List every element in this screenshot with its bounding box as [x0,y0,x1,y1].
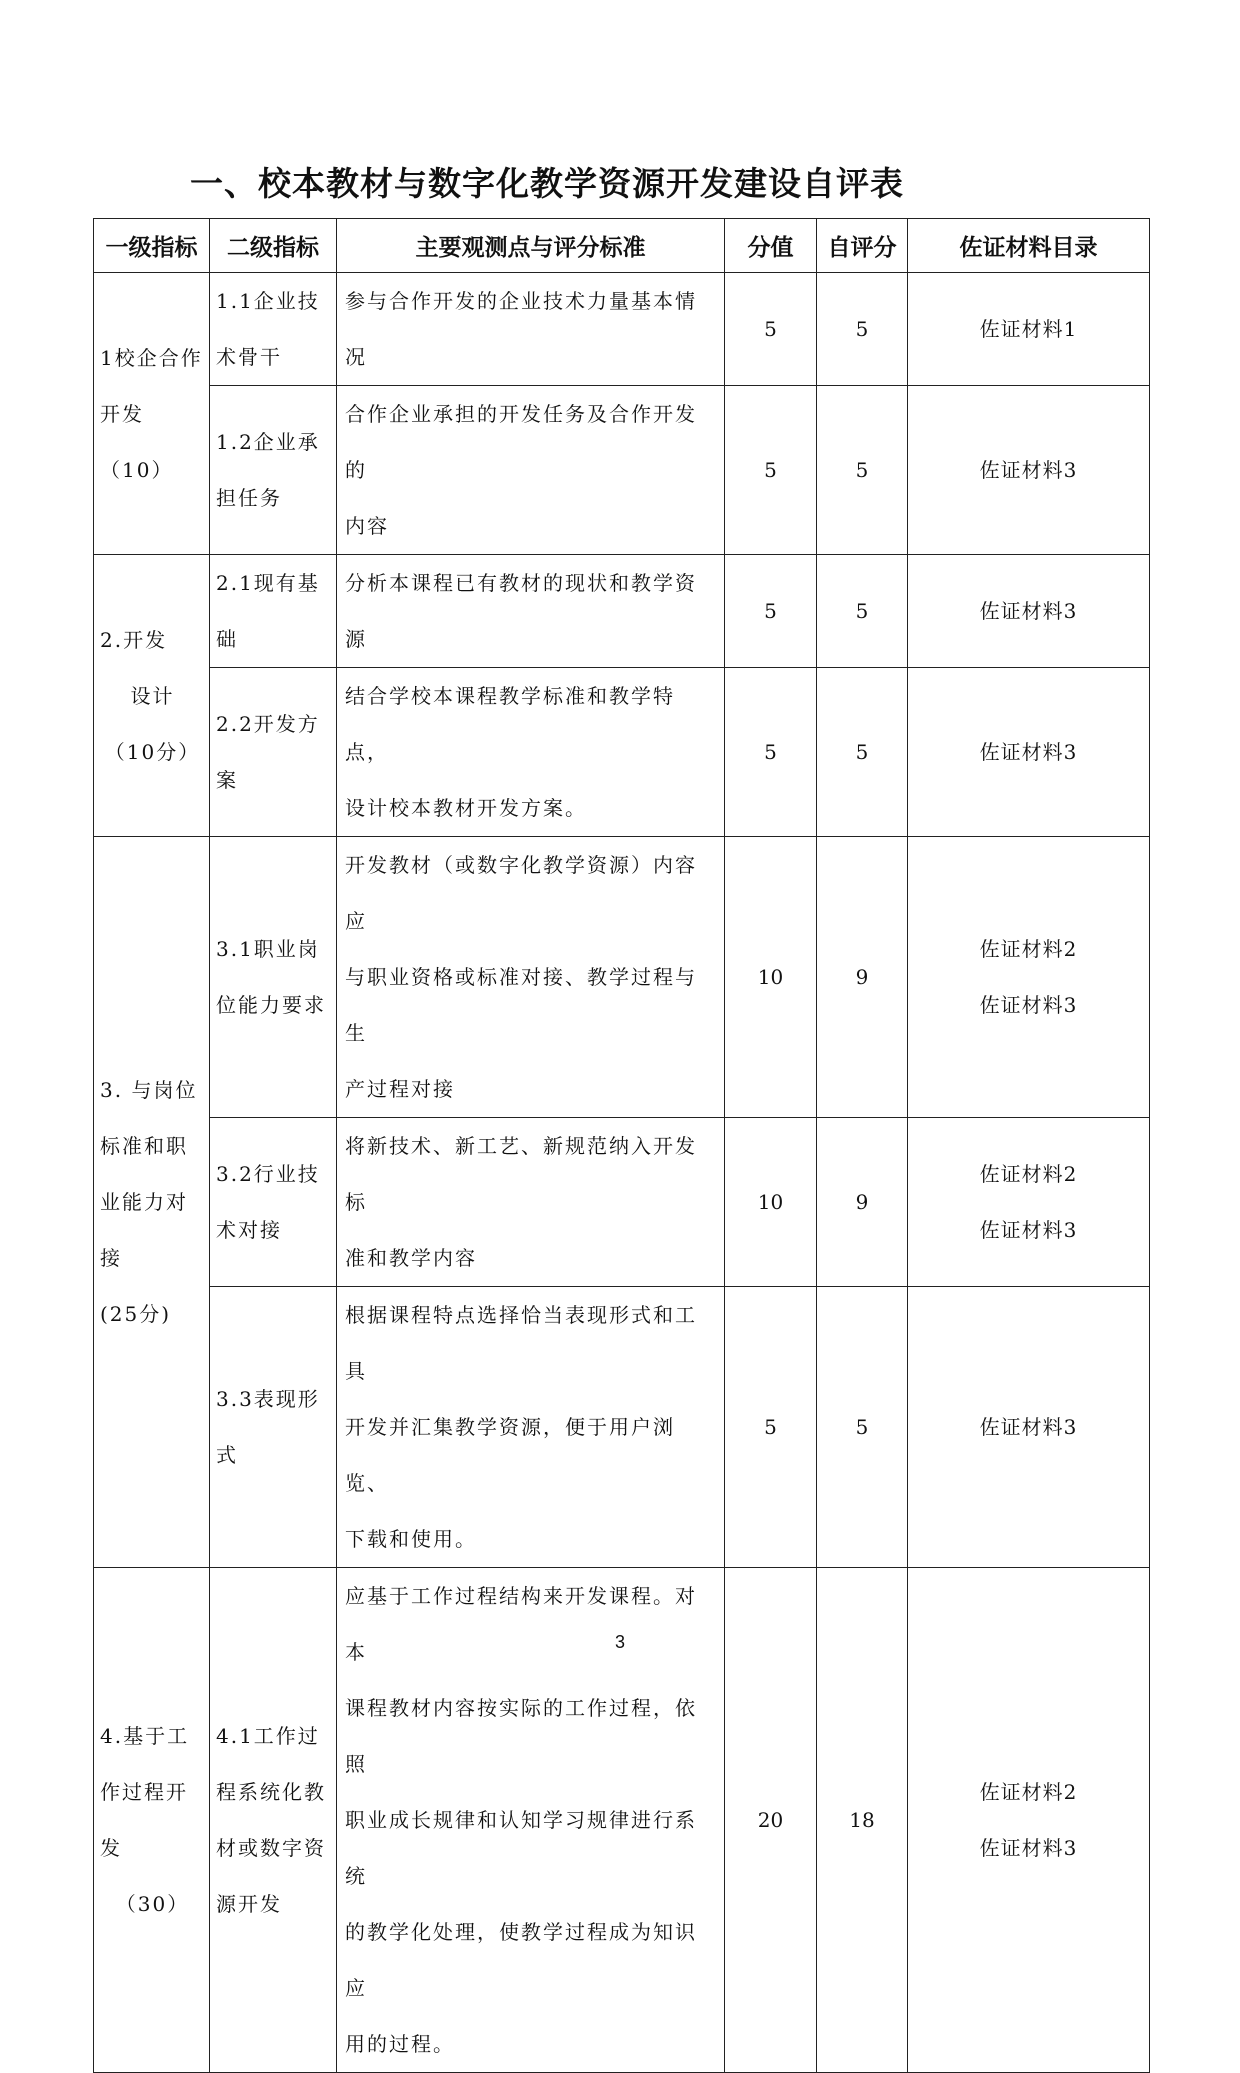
evidence-text: 佐证材料1 [979,317,1078,341]
evidence-text: 佐证材料2 [979,1780,1078,1804]
evidence-cell [908,837,1150,1118]
level2-indicator-text: 材或数字资 [216,1836,326,1860]
score-cell: 5 [725,386,817,555]
level1-indicator-cell [94,555,210,837]
criteria-text: 与职业资格或标准对接、教学过程与生 [345,965,697,1045]
level2-indicator-cell [210,837,337,1118]
evidence-cell [908,668,1150,837]
level1-indicator-text: 标准和职 [100,1134,188,1158]
level2-indicator-cell [210,386,337,555]
table-row [94,837,1150,1118]
header-evidence: 佐证材料目录 [908,219,1150,273]
criteria-text: 开发教材（或数字化教学资源）内容应 [345,853,697,933]
criteria-text: 准和教学内容 [345,1246,477,1270]
level1-indicator-text: 3. 与岗位 [100,1078,198,1102]
self-evaluation-table [93,218,1150,2073]
criteria-text: 用的过程。 [345,2032,455,2056]
level2-indicator-text: 3.2行业技 [216,1162,320,1186]
level2-indicator-text: 源开发 [216,1892,282,1916]
table-row [94,1287,1150,1568]
level1-indicator-text: 4.基于工 [100,1724,190,1748]
level2-indicator-text: 2.2开发方 [216,712,320,736]
self-score-cell: 9 [817,1118,908,1287]
score-cell: 10 [725,837,817,1118]
evidence-text: 佐证材料3 [979,740,1078,764]
level2-indicator-cell [210,555,337,668]
score-cell: 10 [725,1118,817,1287]
table-row [94,386,1150,555]
table-row [94,1118,1150,1287]
self-score-cell: 5 [817,1287,908,1568]
evidence-text: 佐证材料3 [979,1415,1078,1439]
criteria-text: 的教学化处理，使教学过程成为知识应 [345,1920,697,2000]
evidence-cell [908,1287,1150,1568]
level2-indicator-text: 3.1职业岗 [216,937,320,961]
criteria-text: 将新技术、新工艺、新规范纳入开发标 [345,1134,697,1214]
criteria-text: 下载和使用。 [345,1527,477,1551]
criteria-text: 产过程对接 [345,1077,455,1101]
criteria-text: 课程教材内容按实际的工作过程，依照 [345,1696,697,1776]
evidence-cell [908,1118,1150,1287]
level2-indicator-text: 程系统化教 [216,1780,326,1804]
self-score-cell: 5 [817,555,908,668]
evidence-text: 佐证材料3 [979,458,1078,482]
level2-indicator-text: 1.1企业技 [216,289,320,313]
table-row [94,668,1150,837]
criteria-cell [337,837,725,1118]
criteria-text: 合作企业承担的开发任务及合作开发的 [345,402,697,482]
level2-indicator-cell [210,1287,337,1568]
evidence-text: 佐证材料3 [979,1836,1078,1860]
criteria-cell [337,386,725,555]
level2-indicator-text: 式 [216,1443,238,1467]
level1-indicator-text: 2.开发 [100,627,168,652]
evidence-text: 佐证材料2 [979,937,1078,961]
level1-indicator-text: (25分) [100,1302,172,1326]
level1-indicator-text: 1校企合作 [100,345,203,370]
level1-indicator-text: （10分） [104,739,201,764]
evidence-cell [908,386,1150,555]
evidence-cell [908,555,1150,668]
criteria-cell [337,1287,725,1568]
level2-indicator-text: 2.1现有基 [216,571,320,595]
level2-indicator-text: 术对接 [216,1218,282,1242]
evidence-text: 佐证材料3 [979,599,1078,623]
page-title: 一、校本教材与数字化教学资源开发建设自评表 [190,164,904,203]
level1-indicator-text: （30） [115,1892,190,1916]
evidence-text: 佐证材料3 [979,993,1078,1017]
level2-indicator-text: 位能力要求 [216,993,326,1017]
header-level2: 二级指标 [210,219,337,273]
level1-indicator-text: 作过程开 [100,1780,188,1804]
criteria-text: 职业成长规律和认知学习规律进行系统 [345,1808,697,1888]
level1-indicator-text: 开发（10） [100,401,174,482]
level2-indicator-text: 4.1工作过 [216,1724,320,1748]
header-level1: 一级指标 [94,219,210,273]
self-score-cell: 5 [817,386,908,555]
level1-indicator-cell [94,837,210,1568]
self-score-cell: 5 [817,273,908,386]
header-self-score: 自评分 [817,219,908,273]
score-cell: 5 [725,1287,817,1568]
table-row [94,273,1150,386]
level2-indicator-text: 术骨干 [216,345,282,369]
self-score-cell: 18 [817,1568,908,2073]
table-row [94,555,1150,668]
self-score-cell: 9 [817,837,908,1118]
page-number: 3 [614,1632,625,1652]
score-cell: 20 [725,1568,817,2073]
level2-indicator-text: 础 [216,627,238,651]
header-score: 分值 [725,219,817,273]
level2-indicator-text: 1.2企业承 [216,430,320,454]
level2-indicator-cell [210,273,337,386]
criteria-text: 参与合作开发的企业技术力量基本情况 [345,289,697,369]
criteria-cell [337,555,725,668]
table-header-row [94,219,1150,273]
self-score-cell: 5 [817,668,908,837]
level2-indicator-text: 案 [216,768,238,792]
criteria-cell [337,1118,725,1287]
evidence-text: 佐证材料3 [979,1218,1078,1242]
evidence-cell [908,273,1150,386]
criteria-text: 内容 [345,514,389,538]
criteria-text: 分析本课程已有教材的现状和教学资源 [345,571,697,651]
criteria-text: 结合学校本课程教学标准和教学特点， [345,684,675,764]
header-criteria: 主要观测点与评分标准 [337,219,725,273]
level2-indicator-text: 3.3表现形 [216,1387,320,1411]
score-cell: 5 [725,555,817,668]
level2-indicator-text: 担任务 [216,486,282,510]
level2-indicator-cell [210,1118,337,1287]
level1-indicator-text: 设计 [130,683,175,708]
criteria-text: 开发并汇集教学资源，便于用户浏览、 [345,1415,675,1495]
evidence-text: 佐证材料2 [979,1162,1078,1186]
criteria-text: 应基于工作过程结构来开发课程。对本 [345,1584,697,1664]
score-cell: 5 [725,668,817,837]
level1-indicator-text: 发 [100,1836,122,1860]
criteria-cell [337,668,725,837]
criteria-text: 根据课程特点选择恰当表现形式和工具 [345,1303,697,1383]
level1-indicator-cell [94,273,210,555]
criteria-text: 设计校本教材开发方案。 [345,796,587,820]
criteria-cell [337,273,725,386]
level2-indicator-cell [210,668,337,837]
score-cell: 5 [725,273,817,386]
level1-indicator-text: 接 [100,1246,122,1270]
level1-indicator-text: 业能力对 [100,1190,188,1214]
